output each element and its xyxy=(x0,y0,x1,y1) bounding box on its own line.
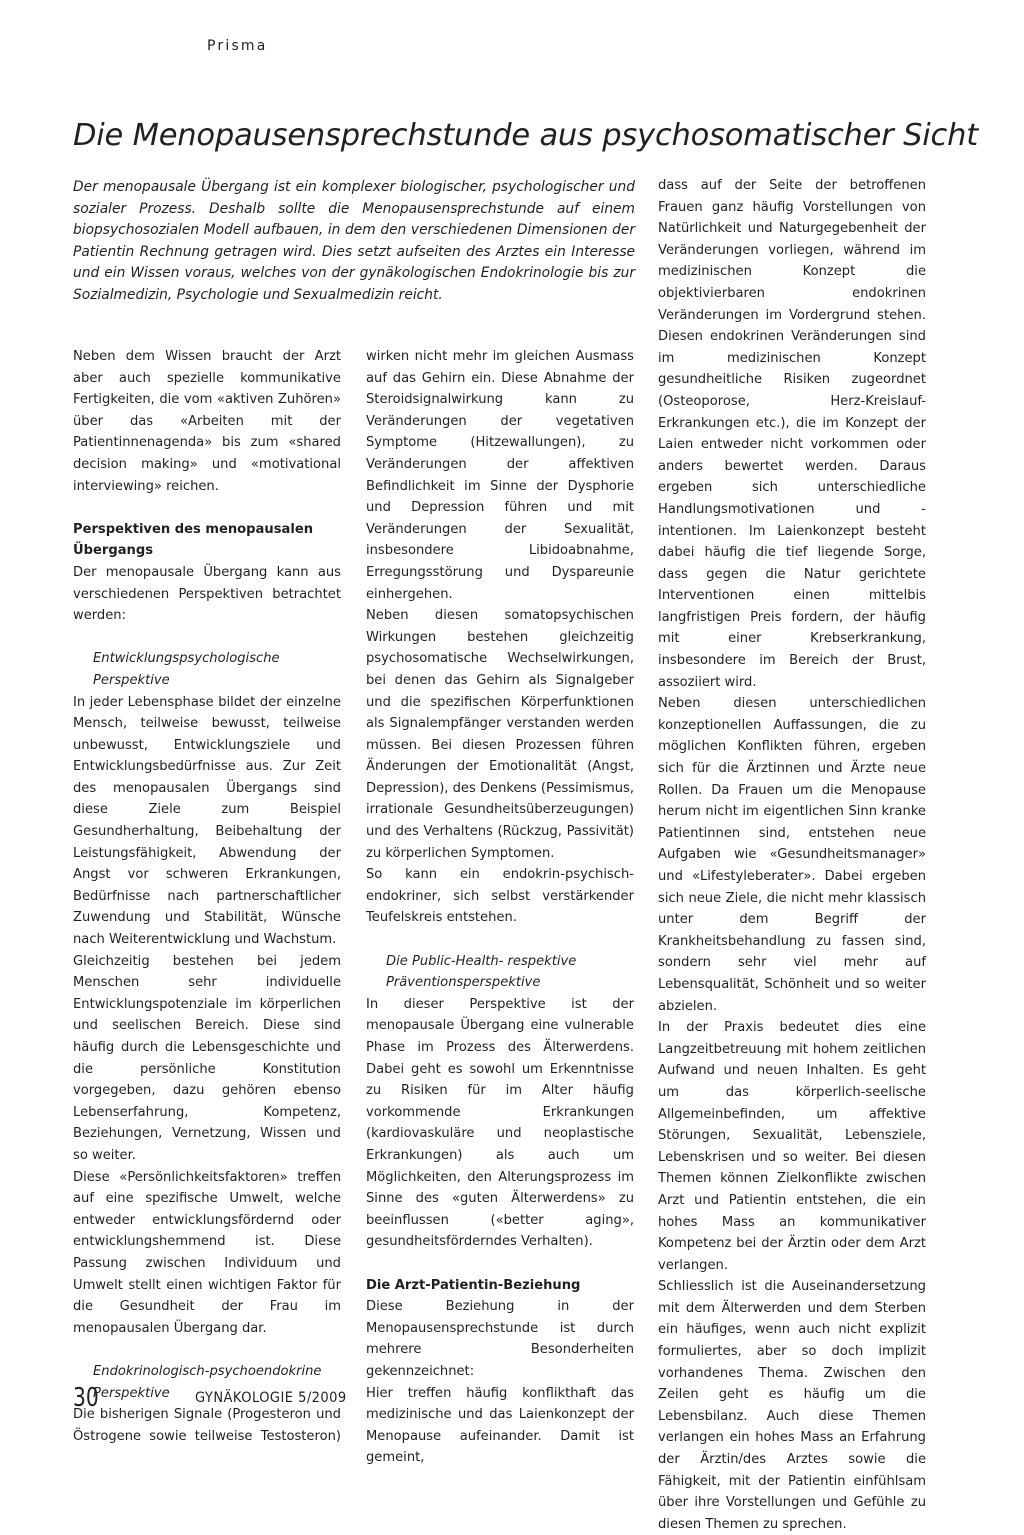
paragraph: Der menopausale Übergang kann aus verschiedenen Perspektiven betrachtet werden: xyxy=(73,564,341,624)
subsection-heading: Die Public-Health- respektive Präventionsperspektive xyxy=(386,953,577,991)
paragraph: Diese Beziehung in der Menopausensprechstunde ist durch mehrere Besonderheiten gekennzeichnet: xyxy=(366,1299,634,1379)
paragraph: dass auf der Seite der betroffenen Frauen ganz häufig Vorstellungen von Natürlichkeit und Naturgegebenheit der Veränderungen vorliegen, während im medizinischen Konzept die objektivierbaren endokrinen Veränderungen im Vordergrund stehen. Diesen endokrinen Veränderungen sind im medizinischen Konzept gesundheitliche Risiken zugeordnet (Osteoporose, Herz-Kreislauf-Erkrankungen etc.), die im Konzept der Laien entweder nicht vorkommen oder anders bewertet werden. Daraus ergeben sich unterschiedliche Handlungsmotivationen und -intentionen. Im Laienkonzept besteht dabei häufig die tief liegende Sorge, dass gegen die Natur gerichtete Interventionen einen mittelbis langfristigen Preis fordern, der häufig mit einer Krebserkrankung, insbesondere im Bereich der Brust, assoziiert wird. xyxy=(658,178,926,690)
article-title: Die Menopausensprechstunde aus psychosomatischer Sicht xyxy=(73,118,978,153)
section-heading: Perspektiven des menopausalen Übergangs xyxy=(73,521,314,559)
text-column-2 xyxy=(366,346,634,1469)
paragraph: wirken nicht mehr im gleichen Ausmass auf das Gehirn ein. Diese Abnahme der Steroidsignalwirkung kann zu Veränderungen der vegetativen Symptome (Hitzewallungen), zu Veränderungen der affektiven Befindlichkeit im Sinne der Dysphorie und Depression führen und mit Veränderungen der Sexualität, insbesondere Libidoabnahme, Erregungsstörung und Dyspareunie einhergehen. xyxy=(366,349,634,602)
journal-name: GYNÄKOLOGIE 5/2009 xyxy=(195,1390,347,1406)
section-heading: Die Arzt-Patientin-Beziehung xyxy=(366,1277,581,1293)
paragraph: Neben diesen somatopsychischen Wirkungen bestehen gleichzeitig psychosomatische Wechselwirkungen, bei denen das Gehirn als Signalgeber und die spezifischen Körperfunktionen als Signalempfänger verstanden werden müssen. Bei diesen Prozessen führen Änderungen der Emotionalität (Angst, Depression), des Denkens (Pessimismus, irrationale Gesundheitsüberzeugungen) und des Verhaltens (Rückzug, Passivität) zu körperlichen Symptomen. xyxy=(366,608,634,861)
paragraph: In der Praxis bedeutet dies eine Langzeitbetreuung mit hohem zeitlichen Aufwand und neuen Inhalten. Es geht um das körperlich-seelische Allgemeinbefinden, um affektive Störungen, Sexualität, Lebensziele, Lebenskrisen und so weiter. Bei diesen Themen können Zielkonflikte zwischen Arzt und Patientin entstehen, die ein hohes Mass an kommunikativer Kompetenz bei der Ärztin oder dem Arzt verlangen. xyxy=(658,1020,926,1273)
subsection-heading: Endokrinologisch-psychoendokrine Perspektive xyxy=(93,1363,322,1401)
paragraph: In jeder Lebensphase bildet der einzelne Mensch, teilweise bewusst, teilweise unbewusst, Entwicklungsziele und Entwicklungsbedürfnisse aus. Zur Zeit des menopausalen Übergangs sind diese Ziele zum Beispiel Gesundherhaltung, Beibehaltung der Leistungsfähigkeit, Abwendung der Angst vor schweren Erkrankungen, Bedürfnisse nach partnerschaftlicher Zuwendung und Stabilität, Wünsche nach Weiterentwicklung und Wachstum. xyxy=(73,694,341,948)
section-label: Prisma xyxy=(207,38,268,54)
paragraph: In dieser Perspektive ist der menopausale Übergang eine vulnerable Phase im Prozess des Älterwerdens. Dabei geht es sowohl um Erkenntnisse zu Risiken für im Alter häufig vorkommende Erkrankungen (kardiovaskuläre und neoplastische Erkrankungen) als auch um Möglichkeiten, den Alterungsprozess im Sinne des «guten Älterwerdens» zu beeinflussen («better aging», gesundheitsförderndes Verhalten). xyxy=(366,996,634,1250)
paragraph: Neben dem Wissen braucht der Arzt aber auch spezielle kommunikative Fertigkeiten, die vom «aktiven Zuhören» über das «Arbeiten mit der Patientinnenagenda» bis zum «shared decision making» und «motivational interviewing» reichen. xyxy=(73,349,341,494)
paragraph: So kann ein endokrin-psychisch-endokriner, sich selbst verstärkender Teufelskreis entstehen. xyxy=(366,867,634,926)
paragraph: Diese «Persönlichkeitsfaktoren» treffen auf eine spezifische Umwelt, welche entweder entwicklungsfördernd oder entwicklungshemmend ist. Diese Passung zwischen Individuum und Umwelt stellt einen wichtigen Faktor für die Gesundheit der Frau im menopausalen Übergang dar. xyxy=(73,1169,341,1336)
text-column-3 xyxy=(658,175,926,1535)
paragraph: Gleichzeitig bestehen bei jedem Menschen sehr individuelle Entwicklungspotenziale im körperlichen und seelischen Bereich. Diese sind häufig durch die Lebensgeschichte und die persönliche Konstitution vorgegeben, dazu gehören ebenso Lebenserfahrung, Kompetenz, Beziehungen, Vernetzung, Wissen und so weiter. xyxy=(73,953,341,1163)
subsection-heading: Entwicklungspsychologische Perspektive xyxy=(93,651,280,688)
article-lead xyxy=(73,177,635,307)
paragraph: Schliesslich ist die Auseinandersetzung mit dem Älterwerden und dem Sterben ein häufiges, wenn auch nicht explizit formuliertes, aber so doch implizit vorhandenes Thema. Zwischen den Zeilen geht es häufig um die Lebensbilanz. Auch diese Themen verlangen ein hohes Mass an Erfahrung der Ärztin/des Arztes sowie die Fähigkeit, mit der Patientin einfühlsam über ihre Vorstellungen und Gefühle zu diesen Themen zu sprechen. xyxy=(658,1279,926,1532)
text-column-1 xyxy=(73,346,341,1447)
paragraph: Die bisherigen Signale (Progesteron und Östrogene sowie teilweise Testosteron) xyxy=(73,1407,341,1444)
page-number: 30 xyxy=(73,1383,99,1413)
paragraph: Hier treffen häufig konflikthaft das medizinische und das Laienkonzept der Menopause aufeinander. Damit ist gemeint, xyxy=(366,1385,634,1466)
lead-paragraph: Der menopausale Übergang ist ein komplexer biologischer, psychologischer und sozialer Prozess. Deshalb sollte die Menopausensprechstunde auf einem biopsychosozialen Modell aufbauen, in dem den verschiedenen Dimensionen der Patientin Rechnung getragen wird. Dies setzt aufseiten des Arztes ein Interesse und ein Wissen voraus, welches von der gynäkologischen Endokrinologie bis zur Sozialmedizin, Psychologie und Sexualmedizin reicht. xyxy=(73,179,635,303)
paragraph: Neben diesen unterschiedlichen konzeptionellen Auffassungen, die zu möglichen Konflikten führen, ergeben sich für die Ärztinnen und Ärzte neue Rollen. Da Frauen um die Menopause herum nicht im eigentlichen Sinn kranke Patientinnen sind, entstehen neue Aufgaben wie «Gesundheitsmanager» und «Lifestyleberater». Dabei ergeben sich neue Ziele, die nicht mehr klassisch unter dem Begriff der Krankheitsbehandlung zu fassen sind, sondern sehr viel mehr auf Lebensqualität, Schönheit und so weiter abzielen. xyxy=(658,696,926,1014)
